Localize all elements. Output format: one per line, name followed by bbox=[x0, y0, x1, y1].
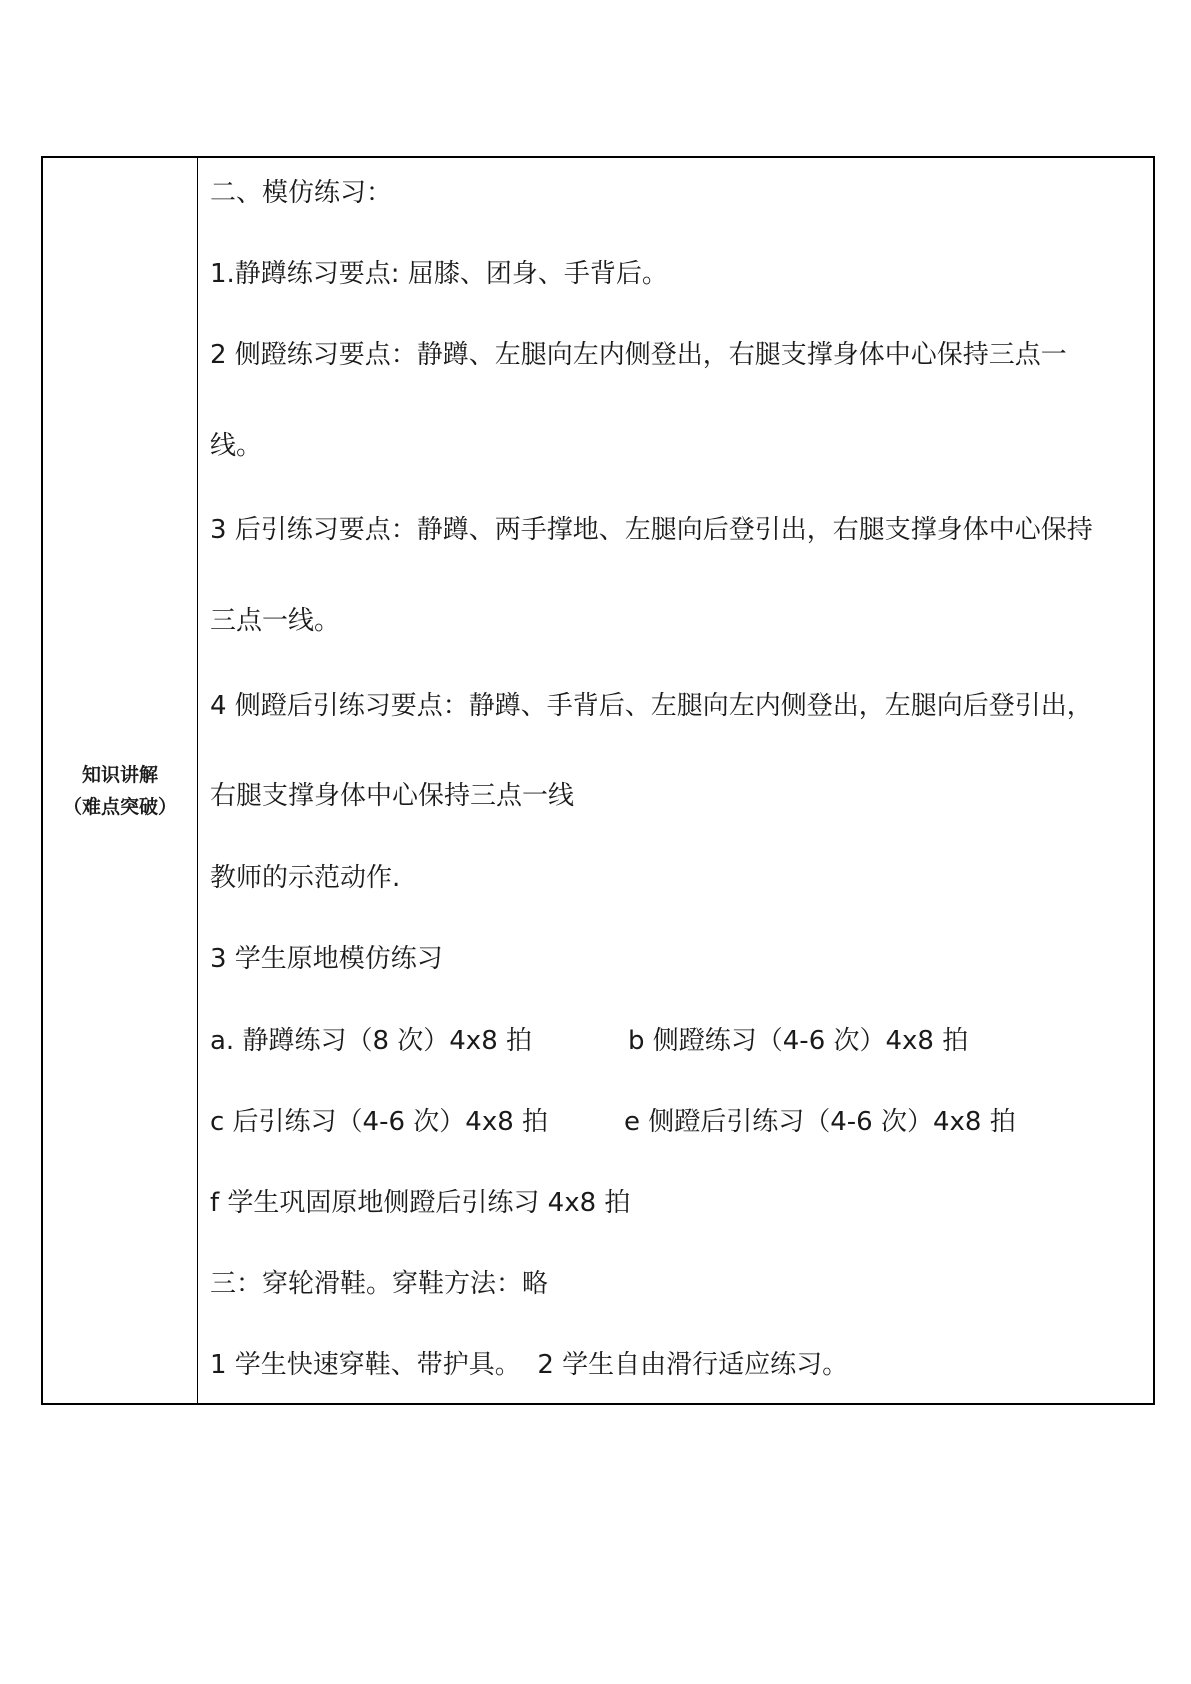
drill-a: a. 静蹲练习（8 次）4x8 拍 bbox=[210, 1026, 533, 1056]
lesson-table bbox=[41, 156, 1155, 1405]
section-label-line1: 知识讲解 bbox=[81, 763, 158, 786]
section-label-line2: （难点突破） bbox=[62, 795, 177, 818]
teacher-demo: 教师的示范动作. bbox=[210, 863, 401, 893]
item-side-back-line2: 右腿支撑身体中心保持三点一线 bbox=[210, 781, 575, 811]
item-side-push-line1: 2 侧蹬练习要点：静蹲、左腿向左内侧登出，右腿支撑身体中心保持三点一 bbox=[210, 340, 1067, 370]
item-back-pull-line2: 三点一线。 bbox=[210, 606, 341, 636]
section-three: 三：穿轮滑鞋。穿鞋方法：略 bbox=[210, 1269, 549, 1299]
item-side-push-line2: 线。 bbox=[210, 431, 263, 461]
drill-row-1 bbox=[210, 1024, 1191, 1058]
drill-row-2 bbox=[210, 1105, 1191, 1139]
item-static-squat: 1.静蹲练习要点: 屈膝、团身、手背后。 bbox=[210, 259, 668, 289]
drill-b: b 侧蹬练习（4-6 次）4x8 拍 bbox=[628, 1026, 969, 1056]
drill-e: e 侧蹬后引练习（4-6 次）4x8 拍 bbox=[624, 1107, 1016, 1137]
item-back-pull-line1: 3 后引练习要点：静蹲、两手撑地、左腿向后登引出，右腿支撑身体中心保持 bbox=[210, 515, 1093, 545]
section-label-cell bbox=[43, 158, 198, 1403]
practice-title: 3 学生原地模仿练习 bbox=[210, 944, 443, 974]
final-line: 1 学生快速穿鞋、带护具。 2 学生自由滑行适应练习。 bbox=[210, 1350, 849, 1380]
item-side-back-line1: 4 侧蹬后引练习要点：静蹲、手背后、左腿向左内侧登出，左腿向后登引出， bbox=[210, 691, 1093, 721]
drill-c: c 后引练习（4-6 次）4x8 拍 bbox=[210, 1107, 549, 1137]
drill-f: f 学生巩固原地侧蹬后引练习 4x8 拍 bbox=[210, 1188, 631, 1218]
content-cell bbox=[198, 158, 1153, 1403]
heading-imitation-practice: 二、模仿练习： bbox=[210, 178, 393, 208]
